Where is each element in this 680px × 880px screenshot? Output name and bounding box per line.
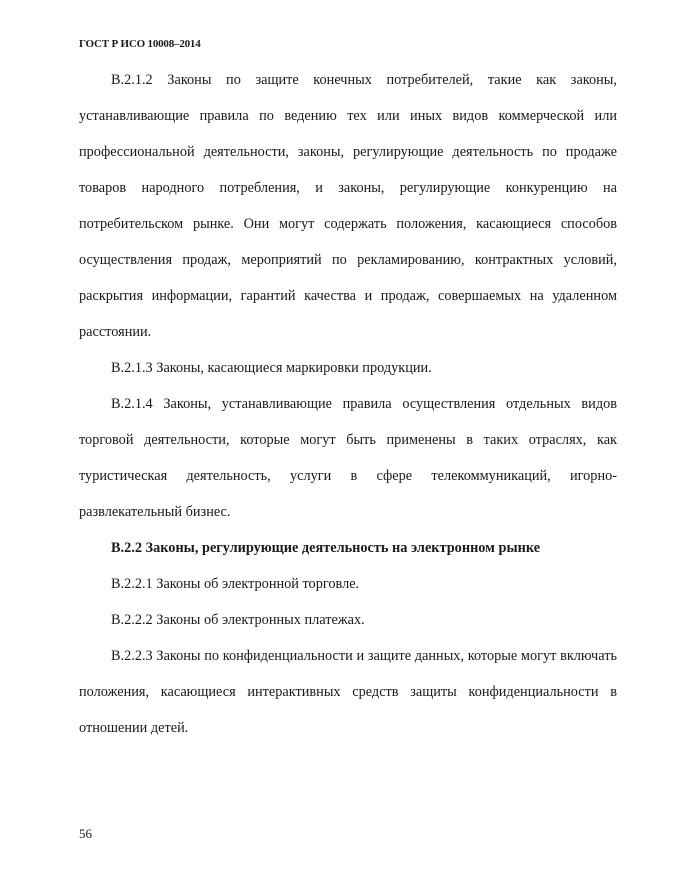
paragraph-b-2-1-2: В.2.1.2 Законы по защите конечных потребителей, такие как законы, устанавливающие правила по ведению тех или иных видов коммерческой или профессиональной деятельности, законы, регулирующие деятельность по продаже товаров народного потребления, и законы, регулирующие конкуренцию на потребительском рынке. Они могут содержать положения, касающиеся способов осуществления продаж, мероприятий по рекламированию, контрактных условий, раскрытия информации, гарантий качества и продаж, совершаемых на удаленном расстоянии. — [79, 72, 617, 340]
document-body — [79, 62, 617, 746]
standard-code-header: ГОСТ Р ИСО 10008–2014 — [79, 38, 201, 50]
section-heading-b-2-2: В.2.2 Законы, регулирующие деятельность на электронном рынке — [111, 540, 541, 556]
paragraph-b-2-2-3: В.2.2.3 Законы по конфиденциальности и защите данных, которые могут включать положения, касающиеся интерактивных средств защиты конфиденциальности в отношении детей. — [79, 648, 617, 736]
paragraph-b-2-1-4: В.2.1.4 Законы, устанавливающие правила осуществления отдельных видов торговой деятельности, которые могут быть применены в таких отраслях, как туристическая деятельность, услуги в сфере телекоммуникаций, игорно-развлекательный бизнес. — [79, 396, 617, 520]
page-number: 56 — [79, 826, 92, 841]
paragraph-b-2-2-2: В.2.2.2 Законы об электронных платежах. — [111, 612, 365, 628]
paragraph-b-2-2-1: В.2.2.1 Законы об электронной торговле. — [111, 576, 360, 592]
paragraph-b-2-1-3: В.2.1.3 Законы, касающиеся маркировки продукции. — [111, 360, 432, 376]
